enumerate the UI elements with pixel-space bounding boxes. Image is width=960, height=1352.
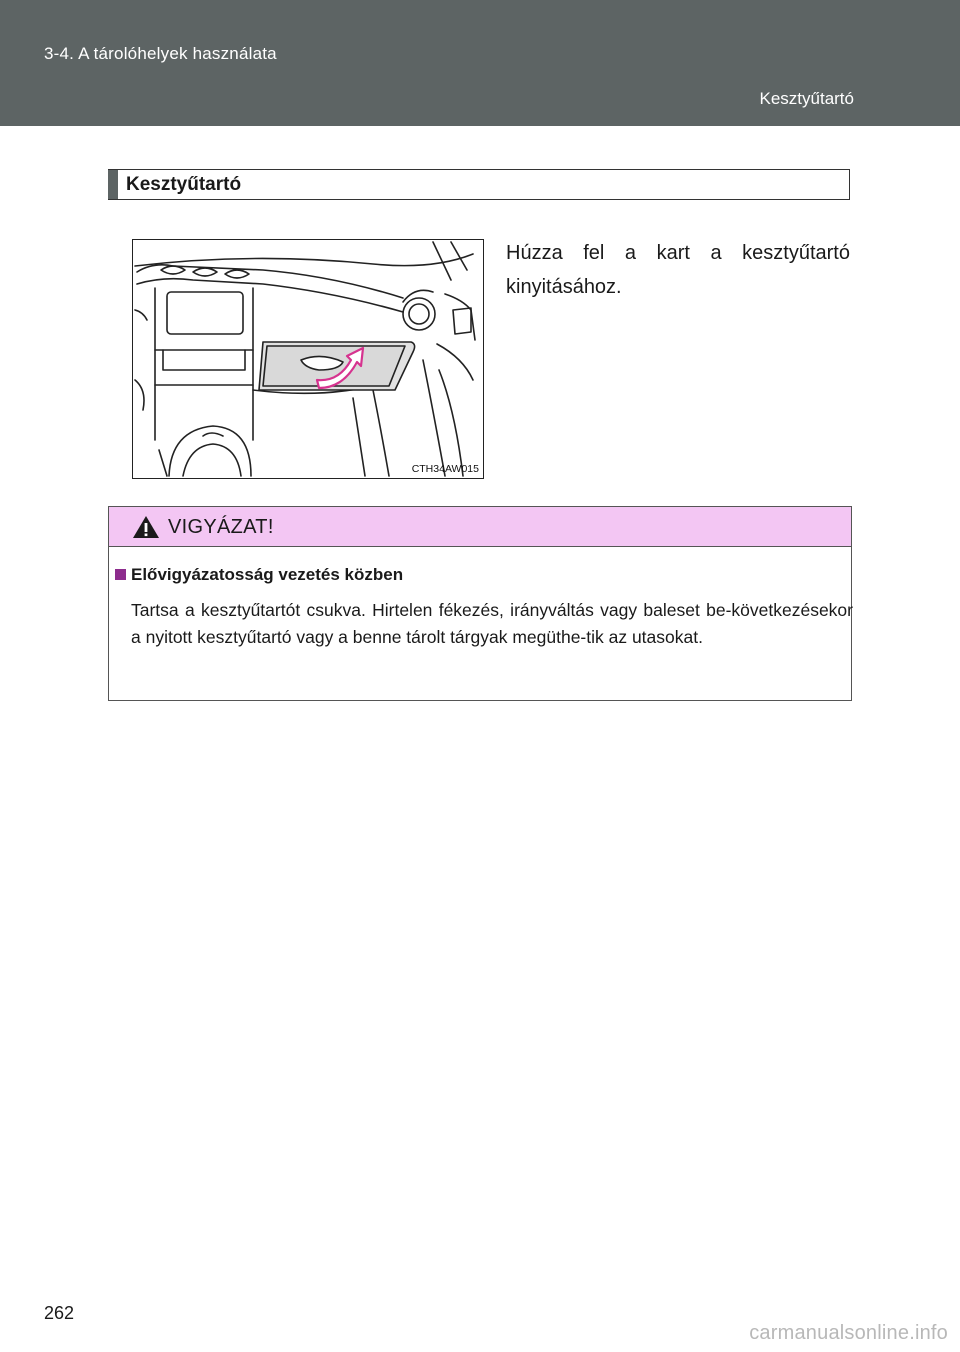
glovebox-illustration [132, 239, 484, 479]
page-header [0, 0, 960, 126]
watermark: carmanualsonline.info [749, 1322, 948, 1344]
warning-title: VIGYÁZAT! [168, 516, 274, 538]
warning-subtitle: Elővigyázatosság vezetés közben [131, 565, 404, 584]
section-heading [108, 169, 850, 200]
section-subtitle: Kesztyűtartó [759, 89, 854, 108]
figure-code: CTH34AW015 [411, 463, 479, 475]
dashboard-drawing [133, 240, 483, 478]
warning-header [109, 507, 851, 547]
square-bullet-icon [115, 569, 126, 580]
instruction-text: Húzza fel a kart a kesztyűtartó kinyitásához. [506, 242, 850, 298]
warning-triangle-icon [132, 514, 160, 540]
section-heading-label: Kesztyűtartó [126, 174, 242, 195]
warning-box [108, 506, 852, 701]
section-accent-bar [108, 170, 118, 199]
page-number: 262 [44, 1303, 75, 1323]
chapter-title: 3-4. A tárolóhelyek használata [44, 44, 277, 63]
warning-body: Tartsa a kesztyűtartót csukva. Hirtelen fékezés, irányváltás vagy baleset be-következésekor a nyitott kesztyűtartó vagy a benne tárolt tárgyak megüthe-tik az utasokat. [131, 600, 853, 647]
